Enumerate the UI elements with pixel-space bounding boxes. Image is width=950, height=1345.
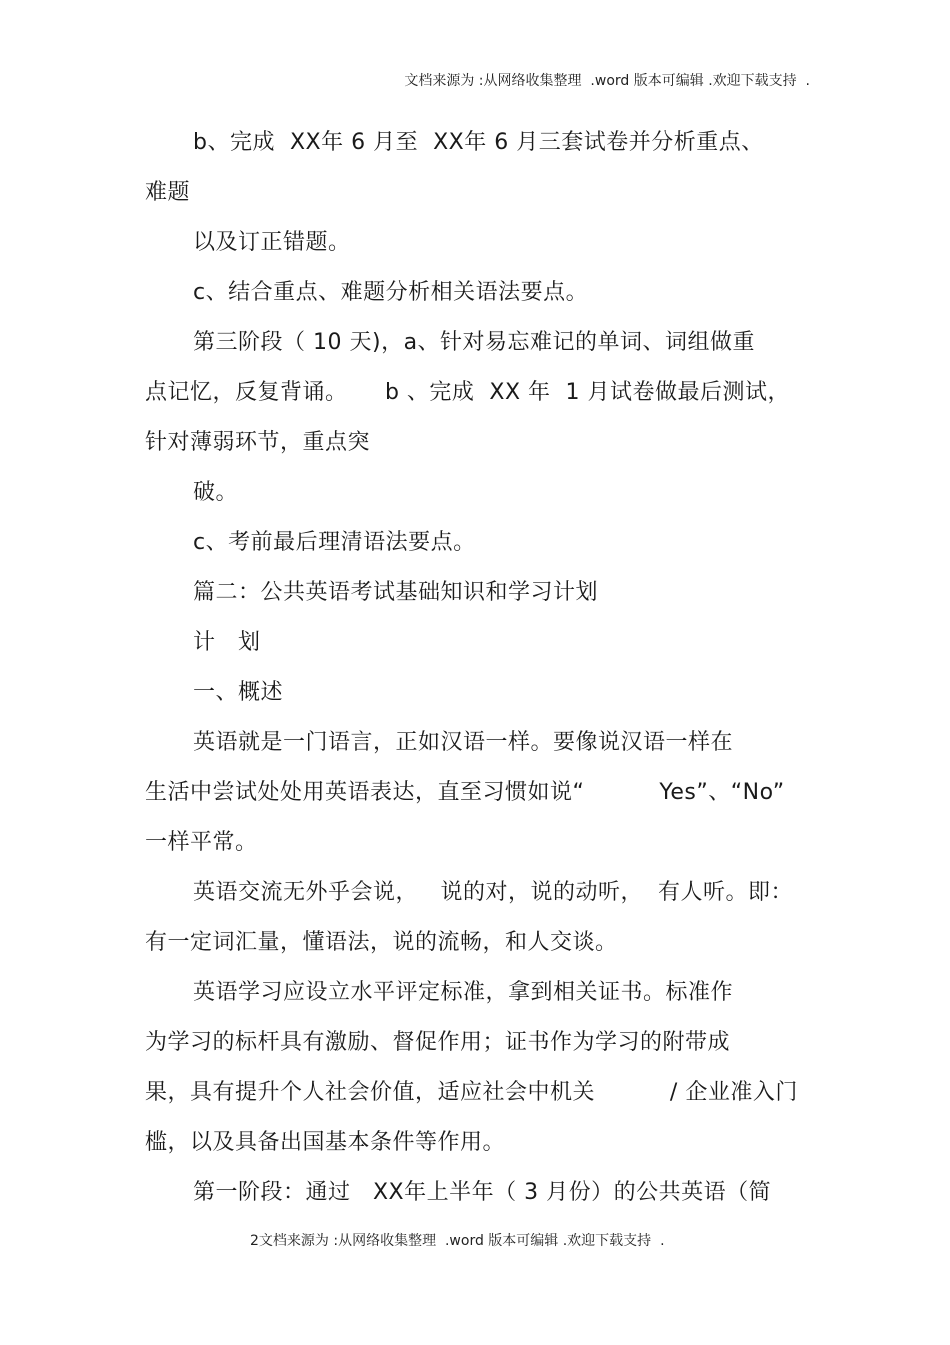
body-line-20: 果，具有提升个人社会价值，适应社会中机关 / 企业准入门 <box>145 1080 798 1105</box>
body-line-4: c、结合重点、难题分析相关语法要点。 <box>193 280 589 305</box>
body-line-7: 针对薄弱环节，重点突 <box>145 430 371 455</box>
body-line-13: 英语就是一门语言，正如汉语一样。要像说汉语一样在 <box>193 730 734 755</box>
body-line-19: 为学习的标杆具有激励、督促作用；证书作为学习的附带成 <box>145 1030 731 1055</box>
body-line-8: 破。 <box>193 480 239 505</box>
page-footer: 2文档来源为 :从网络收集整理 .word 版本可编辑 .欢迎下载支持 . <box>250 1233 665 1249</box>
body-line-16: 英语交流无外乎会说， 说的对，说的动听， 有人听。即： <box>193 880 793 905</box>
body-line-14: 生活中尝试处处用英语表达，直至习惯如说“ Yes”、“No” <box>145 780 785 805</box>
body-line-6: 点记忆，反复背诵。 b 、完成 XX 年 1 月试卷做最后测试， <box>145 380 791 405</box>
body-line-18: 英语学习应设立水平评定标准，拿到相关证书。标准作 <box>193 980 734 1005</box>
body-line-15: 一样平常。 <box>145 830 258 855</box>
body-line-22: 第一阶段：通过 XX年上半年（ 3 月份）的公共英语（简 <box>193 1180 772 1205</box>
plan-heading: 计 划 <box>193 630 261 655</box>
body-line-1: b、完成 XX年 6 月至 XX年 6 月三套试卷并分析重点、 <box>193 130 764 155</box>
body-line-3: 以及订正错题。 <box>193 230 351 255</box>
section-title: 篇二：公共英语考试基础知识和学习计划 <box>193 580 599 605</box>
page-header: 文档来源为 :从网络收集整理 .word 版本可编辑 .欢迎下载支持 . <box>404 73 810 89</box>
body-line-17: 有一定词汇量，懂语法，说的流畅，和人交谈。 <box>145 930 618 955</box>
body-line-9: c、考前最后理清语法要点。 <box>193 530 476 555</box>
body-line-2: 难题 <box>145 180 191 205</box>
body-line-5: 第三阶段（ 10 天)，a、针对易忘难记的单词、词组做重 <box>193 330 756 355</box>
overview-heading: 一、概述 <box>193 680 284 705</box>
body-line-21: 槛，以及具备出国基本条件等作用。 <box>145 1130 506 1155</box>
